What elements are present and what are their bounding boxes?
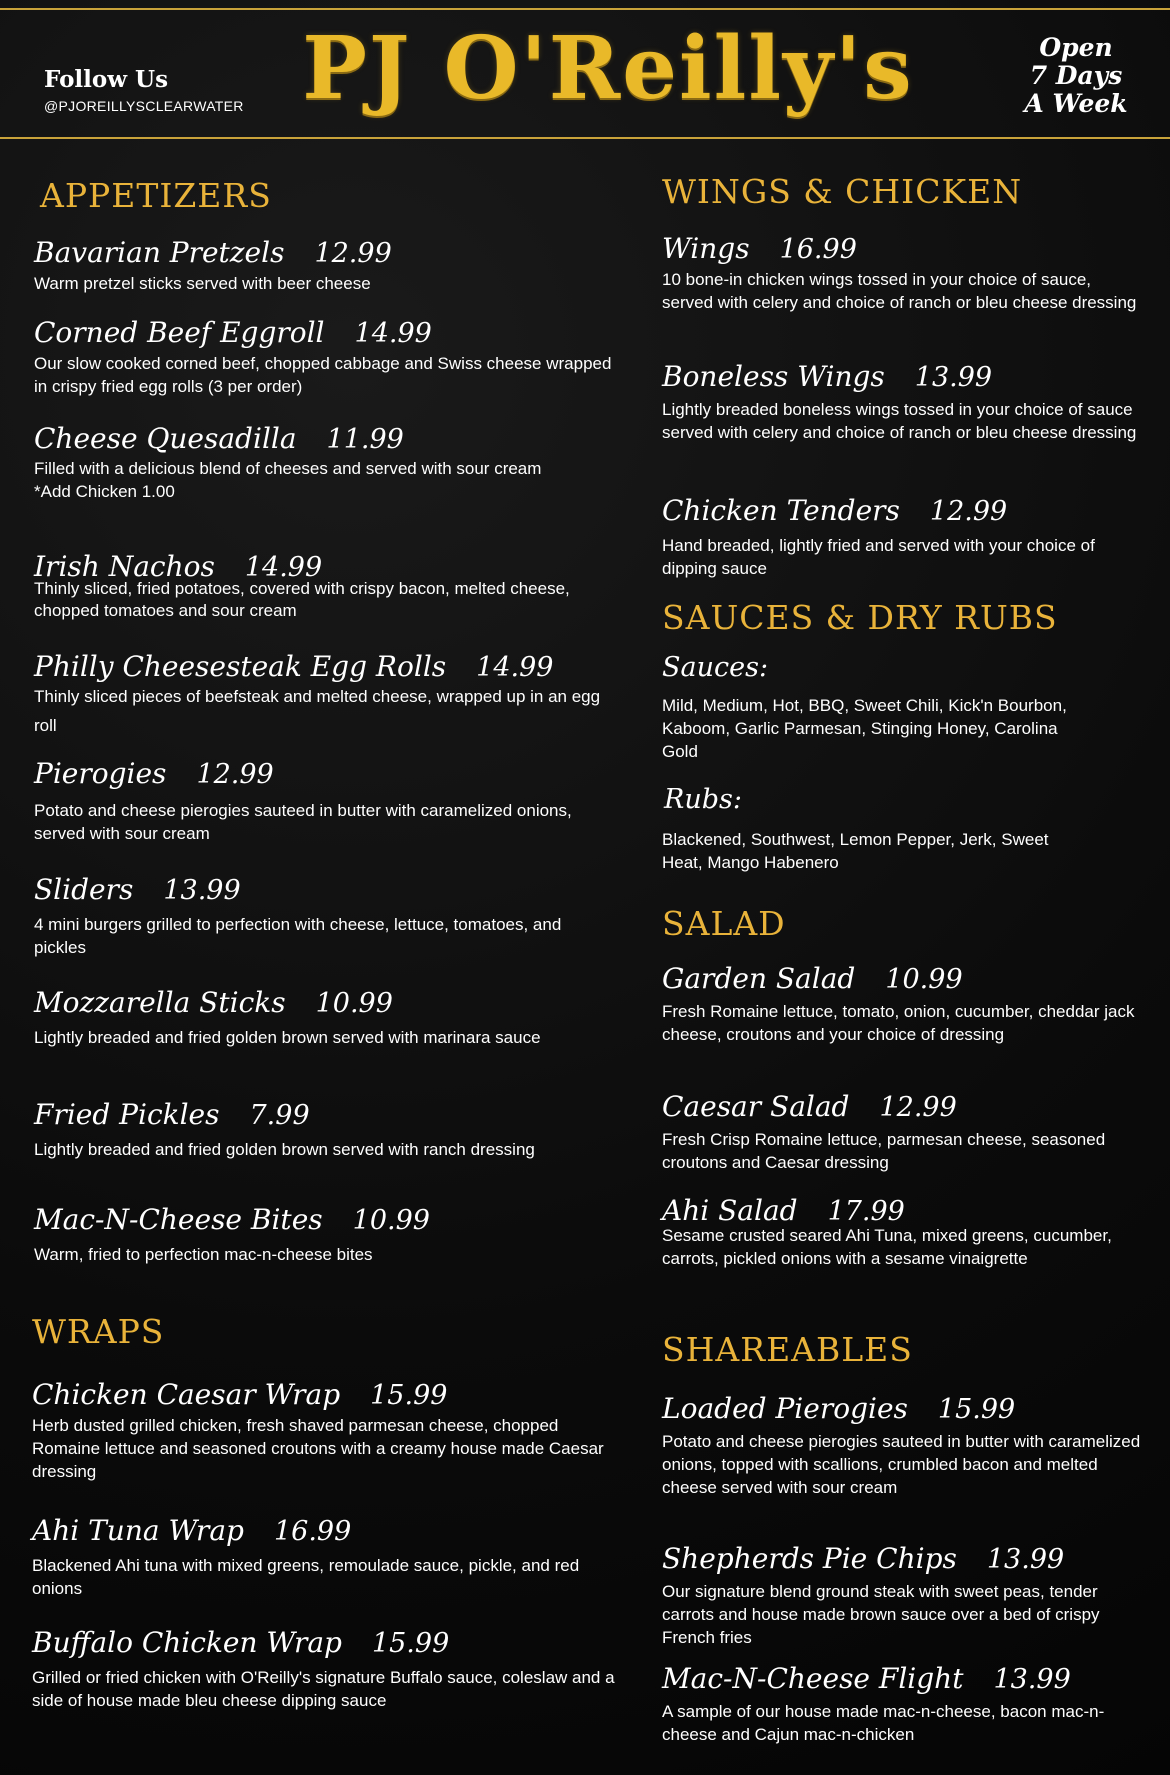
item-price: 17.99 xyxy=(827,1196,905,1227)
header-top-rule xyxy=(0,8,1170,10)
item-description: Thinly sliced pieces of beefsteak and melted cheese, wrapped up in an egg roll xyxy=(34,687,601,735)
menu-item xyxy=(662,494,1142,580)
sauces-label: Sauces: xyxy=(662,652,769,683)
item-description: Potato and cheese pierogies sauteed in butter with caramelized onions, served with sour cream xyxy=(34,801,572,843)
item-price: 10.99 xyxy=(885,964,963,995)
item-price: 12.99 xyxy=(314,238,392,269)
menu-item xyxy=(34,1098,614,1161)
item-price: 11.99 xyxy=(326,424,404,455)
item-description: Filled with a delicious blend of cheeses and served with sour cream xyxy=(34,459,542,478)
menu-item xyxy=(34,873,594,959)
sauces-rubs-title: SAUCES & DRY RUBS xyxy=(662,598,1058,637)
item-price: 15.99 xyxy=(937,1394,1016,1425)
menu-item xyxy=(34,316,614,398)
menu-item xyxy=(662,1392,1152,1499)
menu-item xyxy=(662,1194,1142,1270)
shareables-title: SHAREABLES xyxy=(662,1330,913,1369)
item-description: Warm, fried to perfection mac-n-cheese bites xyxy=(34,1245,373,1264)
item-description: Potato and cheese pierogies sauteed in butter with caramelized onions, topped with scallions, crumbled bacon and melted cheese served with sour cream xyxy=(662,1432,1141,1497)
social-handle: @PJOREILLYSCLEARWATER xyxy=(44,98,244,114)
item-description: Hand breaded, lightly fried and served with your choice of dipping sauce xyxy=(662,536,1095,578)
follow-us-label: Follow Us xyxy=(44,66,169,93)
menu-item xyxy=(662,1542,1152,1649)
item-name: Chicken Tenders xyxy=(662,494,900,527)
item-name: Irish Nachos xyxy=(34,550,215,583)
item-price: 13.99 xyxy=(914,362,993,393)
menu-item xyxy=(34,650,604,740)
header-bottom-rule xyxy=(0,137,1170,139)
open-hours-badge xyxy=(1016,34,1136,118)
item-description: Fresh Romaine lettuce, tomato, onion, cucumber, cheddar jack cheese, croutons and your choice of dressing xyxy=(662,1002,1135,1044)
menu-item xyxy=(662,360,1142,444)
item-description: Grilled or fried chicken with O'Reilly's signature Buffalo sauce, coleslaw and a side of house made bleu cheese dipping sauce xyxy=(32,1668,615,1710)
item-name: Mozzarella Sticks xyxy=(34,986,286,1019)
item-price: 12.99 xyxy=(196,759,274,790)
item-name: Garden Salad xyxy=(662,962,856,995)
sauces-list: Mild, Medium, Hot, BBQ, Sweet Chili, Kick'n Bourbon, Kaboom, Garlic Parmesan, Stinging Honey, Carolina Gold xyxy=(662,696,1067,761)
menu-item xyxy=(34,986,594,1049)
item-description: Our slow cooked corned beef, chopped cabbage and Swiss cheese wrapped in crispy fried egg rolls (3 per order) xyxy=(34,354,612,396)
open-line-3: A Week xyxy=(1024,89,1128,118)
item-description: Blackened Ahi tuna with mixed greens, remoulade sauce, pickle, and red onions xyxy=(32,1556,580,1598)
item-description: Thinly sliced, fried potatoes, covered with crispy bacon, melted cheese, chopped tomatoes and sour cream xyxy=(34,579,570,620)
item-description: Lightly breaded and fried golden brown served with ranch dressing xyxy=(34,1140,535,1159)
item-name: Boneless Wings xyxy=(662,360,885,393)
item-description: 10 bone-in chicken wings tossed in your choice of sauce, served with celery and choice of ranch or bleu cheese dressing xyxy=(662,270,1137,312)
wraps-title: WRAPS xyxy=(32,1312,165,1351)
menu-item xyxy=(32,1378,622,1483)
item-name: Philly Cheesesteak Egg Rolls xyxy=(34,650,447,683)
item-price: 13.99 xyxy=(993,1664,1071,1695)
item-name: Wings xyxy=(662,232,750,265)
open-line-1: Open xyxy=(1039,33,1113,62)
item-price: 15.99 xyxy=(370,1380,448,1411)
item-description: Warm pretzel sticks served with beer cheese xyxy=(34,274,371,293)
item-price: 14.99 xyxy=(244,552,323,583)
menu-item xyxy=(32,1626,632,1712)
menu-item xyxy=(34,757,594,845)
menu-item xyxy=(662,962,1142,1046)
appetizers-title: APPETIZERS xyxy=(40,176,272,215)
item-name: Ahi Salad xyxy=(662,1194,798,1227)
menu-item xyxy=(34,422,594,503)
menu-item xyxy=(662,1662,1152,1746)
item-price: 16.99 xyxy=(779,234,857,265)
item-name: Ahi Tuna Wrap xyxy=(32,1514,244,1547)
open-line-2: 7 Days xyxy=(1029,61,1123,90)
menu-header xyxy=(0,0,1170,140)
item-name: Cheese Quesadilla xyxy=(34,422,297,455)
item-name: Pierogies xyxy=(34,757,167,790)
item-name: Corned Beef Eggroll xyxy=(34,316,325,349)
item-name: Caesar Salad xyxy=(662,1090,850,1123)
item-price: 16.99 xyxy=(273,1516,352,1547)
item-description: Lightly breaded and fried golden brown served with marinara sauce xyxy=(34,1028,541,1047)
restaurant-logo: PJ O'Reilly's xyxy=(302,18,914,119)
item-price: 10.99 xyxy=(352,1205,430,1236)
item-description: A sample of our house made mac-n-cheese, bacon mac-n-cheese and Cajun mac-n-chicken xyxy=(662,1702,1105,1744)
item-price: 10.99 xyxy=(315,988,393,1019)
item-description: Herb dusted grilled chicken, fresh shaved parmesan cheese, chopped Romaine lettuce and seasoned croutons with a creamy house made Caesar dressing xyxy=(32,1416,604,1481)
item-price: 12.99 xyxy=(879,1092,957,1123)
salad-title: SALAD xyxy=(662,904,786,943)
menu-item xyxy=(662,1090,1142,1174)
item-description: Lightly breaded boneless wings tossed in your choice of sauce served with celery and choice of ranch or bleu cheese dressing xyxy=(662,400,1137,442)
item-name: Shepherds Pie Chips xyxy=(662,1542,957,1575)
item-name: Bavarian Pretzels xyxy=(34,236,285,269)
item-price: 14.99 xyxy=(354,318,432,349)
item-price: 13.99 xyxy=(163,875,241,906)
item-name: Mac-N-Cheese Flight xyxy=(662,1662,964,1695)
item-name: Chicken Caesar Wrap xyxy=(32,1378,341,1411)
item-name: Sliders xyxy=(34,873,134,906)
item-name: Fried Pickles xyxy=(34,1098,220,1131)
item-price: 12.99 xyxy=(929,496,1008,527)
item-name: Loaded Pierogies xyxy=(662,1392,908,1425)
menu-item xyxy=(34,236,634,295)
item-name: Mac-N-Cheese Bites xyxy=(34,1203,323,1236)
item-price: 15.99 xyxy=(371,1628,450,1659)
wings-chicken-title: WINGS & CHICKEN xyxy=(662,172,1023,211)
item-price: 13.99 xyxy=(986,1544,1065,1575)
menu-item xyxy=(34,1203,594,1266)
rubs-label: Rubs: xyxy=(664,784,742,815)
item-addon: *Add Chicken 1.00 xyxy=(34,482,175,501)
rubs-list: Blackened, Southwest, Lemon Pepper, Jerk, Sweet Heat, Mango Habenero xyxy=(662,830,1049,872)
menu-item xyxy=(662,232,1142,314)
item-description: 4 mini burgers grilled to perfection with cheese, lettuce, tomatoes, and pickles xyxy=(34,915,562,957)
menu-item xyxy=(32,1514,612,1600)
item-description: Fresh Crisp Romaine lettuce, parmesan cheese, seasoned croutons and Caesar dressing xyxy=(662,1130,1106,1172)
item-name: Buffalo Chicken Wrap xyxy=(32,1626,342,1659)
item-price: 7.99 xyxy=(249,1100,310,1131)
item-price: 14.99 xyxy=(476,652,554,683)
menu-item xyxy=(34,550,634,622)
item-description: Sesame crusted seared Ahi Tuna, mixed greens, cucumber, carrots, pickled onions with a sesame vinaigrette xyxy=(662,1226,1112,1268)
item-description: Our signature blend ground steak with sweet peas, tender carrots and house made brown sauce over a bed of crispy French fries xyxy=(662,1582,1100,1647)
